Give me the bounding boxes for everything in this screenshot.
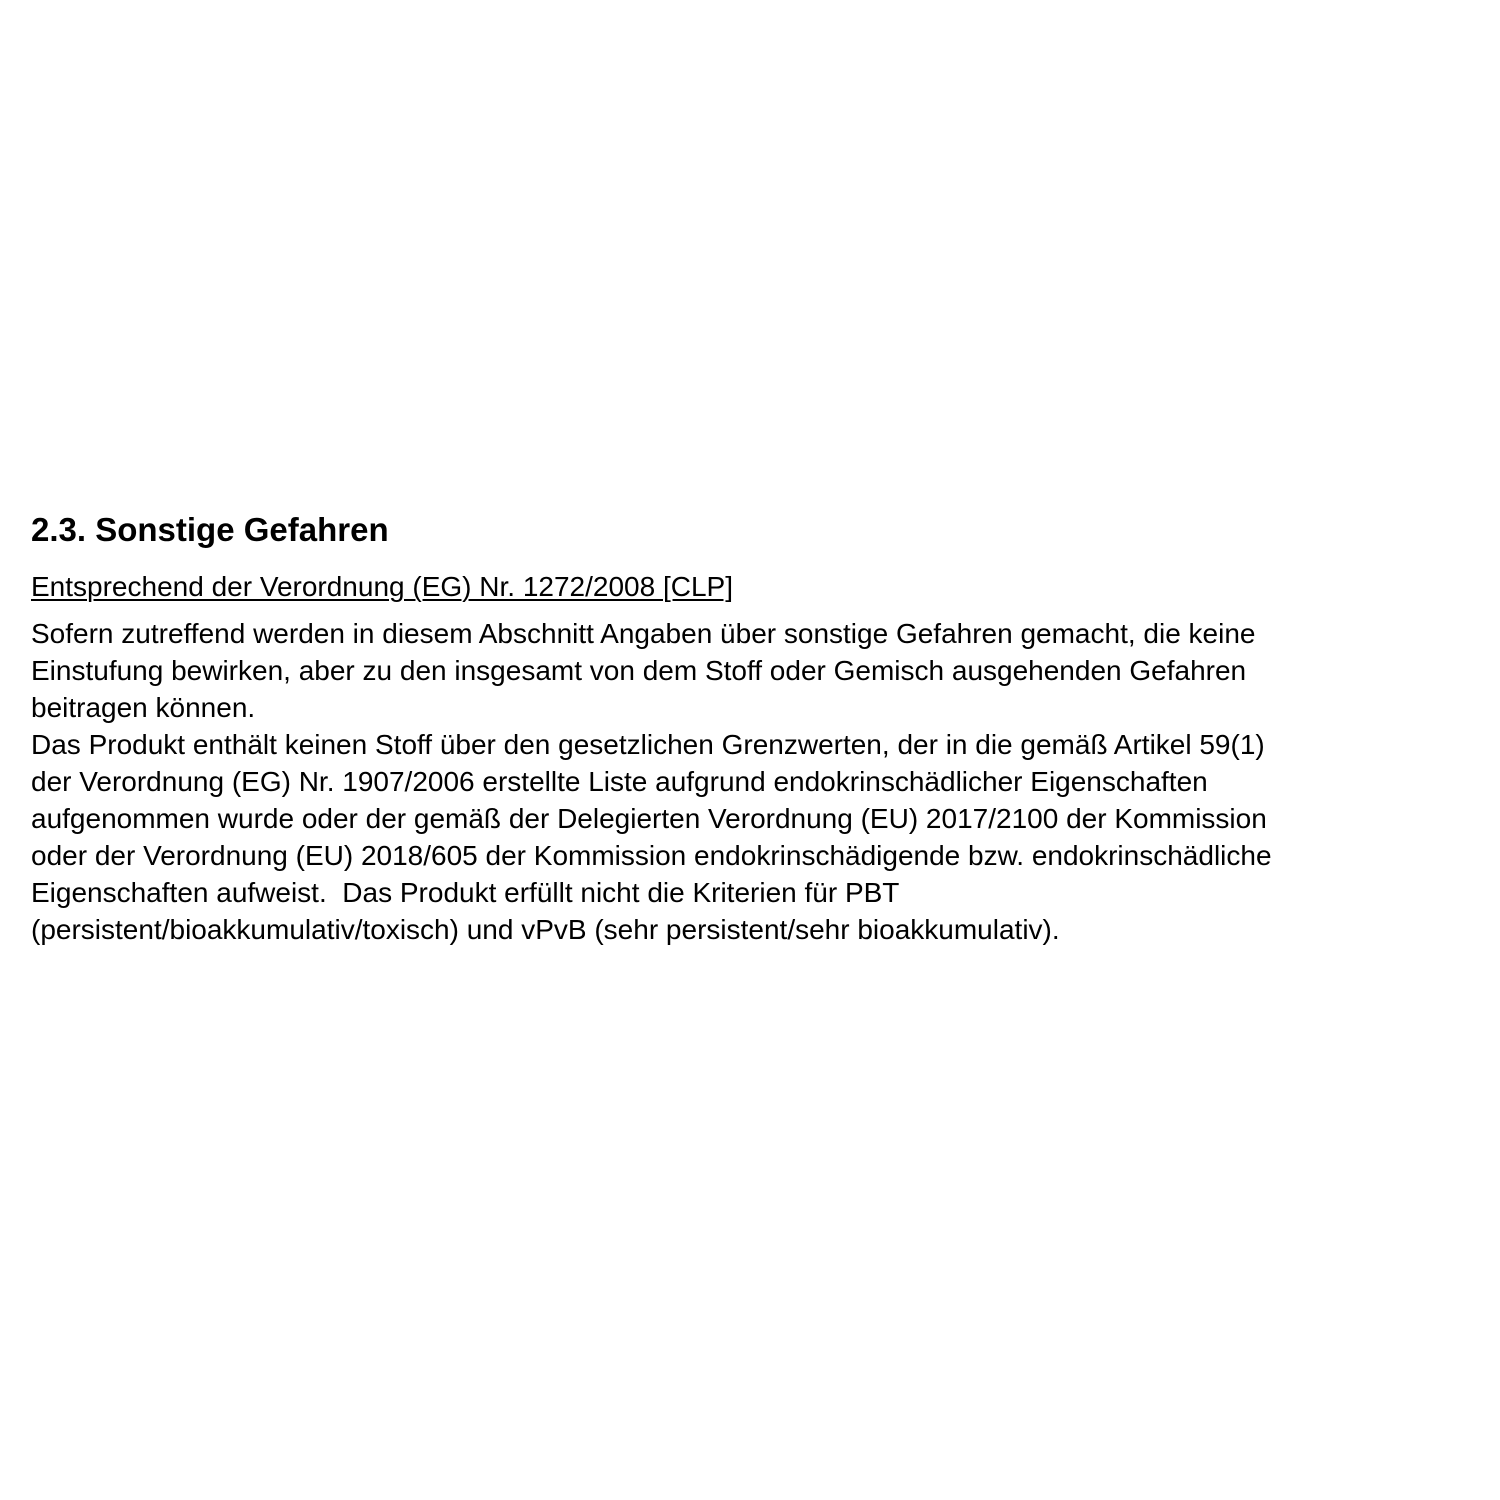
body-line: (persistent/bioakkumulativ/toxisch) und vPvB (sehr persistent/sehr bioakkumulativ). (31, 914, 1060, 945)
body-line: beitragen können. (31, 692, 256, 723)
body-line: aufgenommen wurde oder der gemäß der Delegierten Verordnung (EU) 2017/2100 der Kommission (31, 803, 1267, 834)
section-other-hazards (31, 510, 1481, 948)
body-line: oder der Verordnung (EU) 2018/605 der Kommission endokrinschädigende bzw. endokrinschädliche (31, 840, 1272, 871)
body-text (31, 615, 1481, 948)
body-line: Eigenschaften aufweist. Das Produkt erfüllt nicht die Kriterien für PBT (31, 877, 900, 908)
body-line: Sofern zutreffend werden in diesem Abschnitt Angaben über sonstige Gefahren gemacht, die keine (31, 618, 1256, 649)
body-line: Das Produkt enthält keinen Stoff über den gesetzlichen Grenzwerten, der in die gemäß Artikel 59(1) (31, 729, 1265, 760)
section-heading: 2.3. Sonstige Gefahren (31, 511, 389, 548)
regulation-subheading: Entsprechend der Verordnung (EG) Nr. 1272/2008 [CLP] (31, 571, 733, 602)
body-line: der Verordnung (EG) Nr. 1907/2006 erstellte Liste aufgrund endokrinschädlicher Eigenschaften (31, 766, 1208, 797)
body-line: Einstufung bewirken, aber zu den insgesamt von dem Stoff oder Gemisch ausgehenden Gefahren (31, 655, 1247, 686)
